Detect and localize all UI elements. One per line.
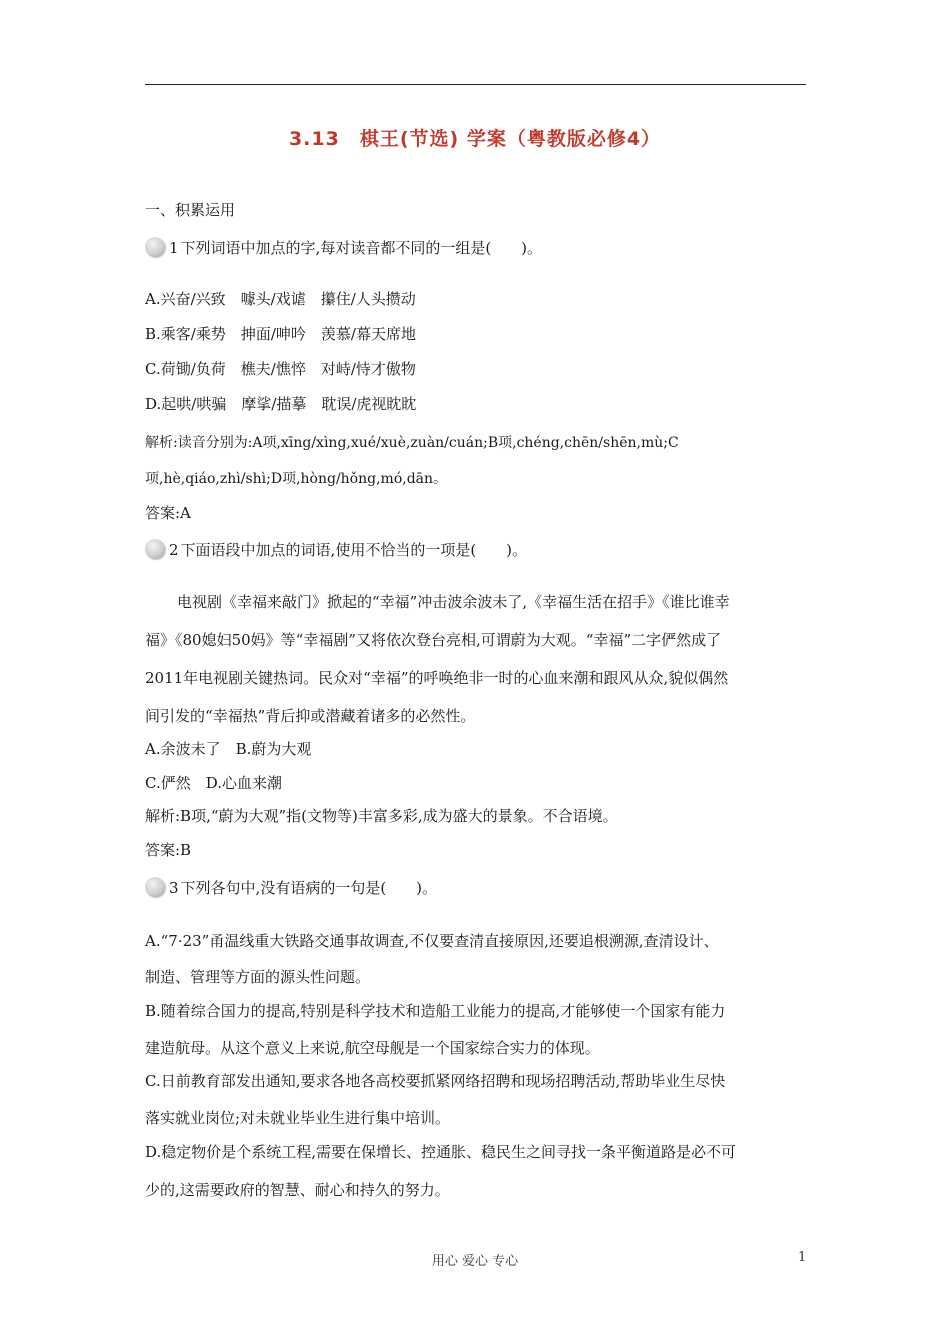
page-number: 1 (798, 1250, 807, 1265)
q1-analysis-line-1: 解析:读音分别为:A项,xīng/xìng,xué/xuè,zuàn/cuán;B项,chéng,chēn/shēn,mù;C (145, 435, 679, 451)
q2-passage-line-1: 电视剧《幸福来敲门》掀起的“幸福”冲击波余波未了,《幸福生活在招手》《谁比谁幸 (177, 593, 730, 611)
question-text: 下列词语中加点的字,每对读音都不同的一组是( )。 (180, 239, 543, 257)
question-text: 下列各句中,没有语病的一句是( )。 (180, 879, 438, 897)
question-text: 下面语段中加点的词语,使用不恰当的一项是( )。 (180, 541, 528, 559)
q1-option-c: C.荷锄/负荷 樵夫/憔悴 对峙/恃才傲物 (145, 360, 416, 378)
q2-answer: 答案:B (145, 841, 192, 859)
q3-option-d-line-1: D.稳定物价是个系统工程,需要在保增长、控通胀、稳民生之间寻找一条平衡道路是必不可 (145, 1143, 737, 1161)
question-3 (145, 876, 437, 900)
header-rule (145, 84, 806, 85)
q3-option-c-line-2: 落实就业岗位;对未就业毕业生进行集中培训。 (145, 1109, 451, 1127)
q3-option-c-line-1: C.日前教育部发出通知,要求各地各高校要抓紧网络招聘和现场招聘活动,帮助毕业生尽快 (145, 1072, 726, 1090)
q1-option-a: A.兴奋/兴致 噱头/戏谑 攥住/人头攒动 (145, 290, 416, 308)
q3-option-a-line-2: 制造、管理等方面的源头性问题。 (145, 968, 371, 986)
question-number: 2 (169, 541, 179, 559)
question-badge-icon (145, 877, 165, 897)
question-1 (145, 236, 542, 260)
q3-option-b-line-1: B.随着综合国力的提高,特别是科学技术和造船工业能力的提高,才能够使一个国家有能力 (145, 1002, 726, 1020)
question-number: 1 (169, 239, 179, 257)
q1-analysis-line-2: 项,hè,qiáo,zhì/shì;D项,hòng/hǒng,mó,dān。 (145, 471, 448, 487)
q3-option-a-line-1: A.“7·23”甬温线重大铁路交通事故调查,不仅要查清直接原因,还要追根溯源,查清设计、 (145, 932, 719, 950)
page-footer: 用心 爱心 专心 (431, 1254, 519, 1269)
q2-passage-line-2: 福》《80媳妇50妈》等“幸福剧”又将依次登台亮相,可谓蔚为大观。“幸福”二字俨然成了 (145, 631, 722, 649)
q1-answer: 答案:A (145, 504, 191, 522)
section-heading: 一、积累运用 (145, 201, 236, 219)
q2-option-row-1: A.余波未了 B.蔚为大观 (145, 740, 312, 758)
q1-option-d: D.起哄/哄骗 摩挲/描摹 耽误/虎视眈眈 (145, 395, 417, 413)
question-badge-icon (145, 539, 165, 559)
q2-option-row-2: C.俨然 D.心血来潮 (145, 774, 282, 792)
q3-option-d-line-2: 少的,这需要政府的智慧、耐心和持久的努力。 (145, 1181, 450, 1199)
q2-passage-line-4: 间引发的“幸福热”背后抑或潜藏着诸多的必然性。 (145, 707, 476, 725)
question-badge-icon (145, 237, 165, 257)
question-number: 3 (169, 879, 179, 897)
q2-passage-line-3: 2011年电视剧关键热词。民众对“幸福”的呼唤绝非一时的心血来潮和跟风从众,貌似偶然 (145, 669, 729, 687)
q2-analysis: 解析:B项,“蔚为大观”指(文物等)丰富多彩,成为盛大的景象。不合语境。 (145, 807, 618, 825)
q1-option-b: B.乘客/乘势 抻面/呻吟 羡慕/幕天席地 (145, 325, 416, 343)
q3-option-b-line-2: 建造航母。从这个意义上来说,航空母舰是一个国家综合实力的体现。 (145, 1039, 600, 1057)
page-title: 3.13 棋王(节选) 学案（粤教版必修4） (288, 128, 662, 150)
question-2 (145, 538, 527, 562)
